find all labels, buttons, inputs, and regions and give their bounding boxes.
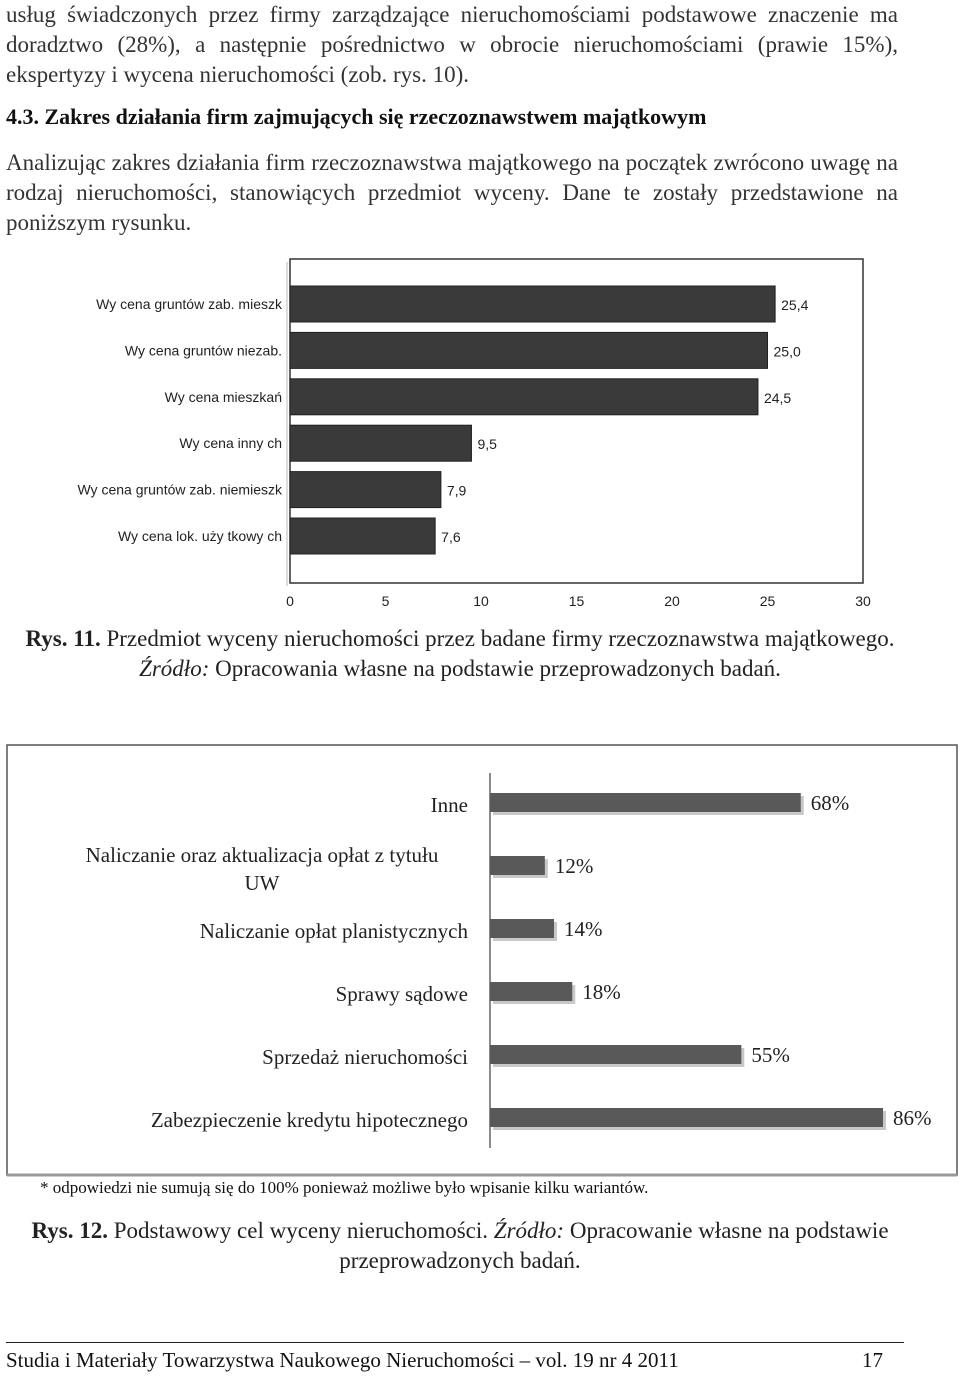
data-label: 12% [554,854,594,878]
tick-label: 5 [381,593,390,609]
caption-11-source-label: Źródło: [139,656,210,681]
category-label: Wy cena gruntów zab. mieszk [96,296,282,312]
bar [490,1108,883,1127]
tick-label: 15 [568,593,585,609]
category-label: Wy cena gruntów zab. niemieszk [77,481,282,498]
tick-label: 10 [473,593,489,609]
data-label: 14% [563,917,603,941]
caption-12-number: Rys. 12. [31,1218,108,1243]
caption-12-text: Podstawowy cel wyceny nieruchomości. [107,1218,494,1243]
category-label: Inne [430,793,468,817]
category-label: Wy cena inny ch [179,435,282,452]
footnote: * odpowiedzi nie sumują się do 100% ponieważ możliwe było wpisanie kilku wariantów. [40,1178,649,1197]
category-label: Sprawy sądowe [335,982,468,1006]
bar [490,793,801,812]
tick-label: 25 [759,593,776,609]
category-label: Wy cena lok. uży tkowy ch [117,528,282,544]
category-label: Zabezpieczenie kredytu hipotecznego [150,1108,468,1132]
category-label: Wy cena mieszkań [164,388,282,405]
footer-journal-title: Studia i Materiały Towarzystwa Naukowego Nieruchomości – vol. 19 nr 4 2011 [6,1348,679,1372]
tick-label: 0 [286,593,294,609]
category-label: Sprzedaż nieruchomości [262,1045,468,1069]
data-label: 68% [810,791,850,815]
data-label: 55% [751,1043,790,1067]
tick-label: 20 [664,593,680,609]
caption-11-source: Opracowania własne na podstawie przeprowadzonych badań. [209,656,781,681]
footer-page-number: 17 [862,1348,883,1372]
body-paragraph-second: Analizując zakres działania firm rzeczoznawstwa majątkowego na początek zwrócono uwagę na rodzaj nieruchomości, stanowiących przedmiot wyceny. Dane te zostały przedstawione na poniższym rysunku. [6,150,898,235]
data-label: 7,6 [441,529,461,545]
data-label: 9,5 [477,436,497,453]
footer-rule [6,1342,904,1343]
caption-12-source-label: Źródło: [493,1218,565,1243]
section-heading: 4.3. Zakres działania firm zajmujących się rzeczoznawstwem majątkowym [6,104,707,129]
data-label: 25,4 [781,297,809,313]
caption-12-source: Opracowanie własne na podstawie przeprowadzonych badań. [339,1218,889,1273]
figure-caption-12 [20,1216,900,1276]
bar [490,982,572,1001]
tick-label: 30 [855,593,871,609]
bar [490,856,545,875]
data-label: 24,5 [763,389,792,406]
caption-11-number: Rys. 11. [25,626,101,651]
body-paragraph-top: usług świadczonych przez firmy zarządzające nieruchomościami podstawowe znaczenie ma doradztwo (28%), a następnie pośrednictwo w obrocie nieruchomościami (prawie 15%), ekspertyzy i wycena nieruchomości (zob. rys. 10). [6,2,898,87]
data-label: 18% [582,980,621,1004]
category-label: Wy cena gruntów niezab. [124,342,282,359]
data-label: 25,0 [773,343,801,360]
category-label: Naliczanie oraz aktualizacja opłat z tytułu UW [85,843,439,895]
category-label: Naliczanie opłat planistycznych [199,919,468,943]
data-label: 86% [893,1106,932,1130]
bar [490,1045,741,1064]
data-label: 7,9 [446,482,467,499]
bar [490,919,554,938]
caption-11-text: Przedmiot wyceny nieruchomości przez badane firmy rzeczoznawstwa majątkowego. [100,626,895,651]
